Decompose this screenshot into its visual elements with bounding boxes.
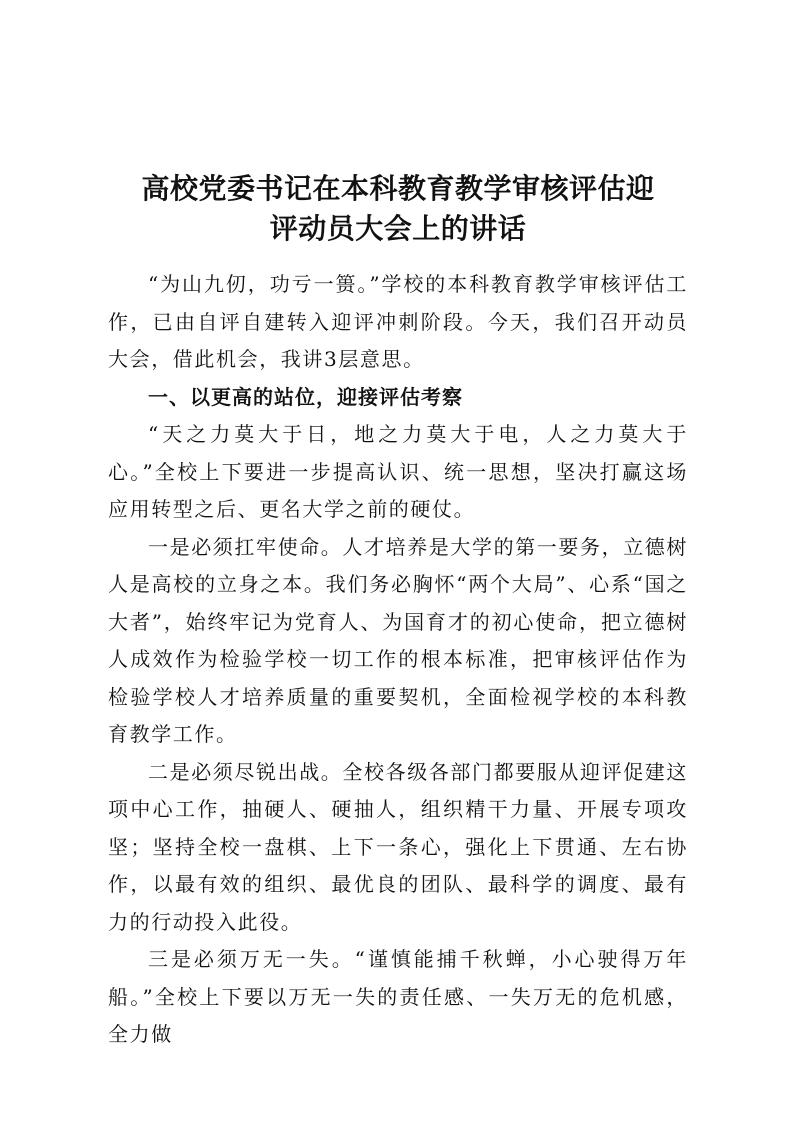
paragraph-point-one: 一是必须扛牢使命。人才培养是大学的第一要务，立德树人是高校的立身之本。我们务必胸怀“两个大局”、心系“国之大者”，始终牢记为党育人、为国育才的初心使命，把立德树人成效作为检验学校一切工作的根本标准，把审核评估作为检验学校人才培养质量的重要契机，全面检视学校的本科教育教学工作。 [108,534,688,746]
document-title [108,169,688,249]
paragraph-quote: “天之力莫大于日，地之力莫大于电，人之力莫大于心。”全校上下要进一步提高认识、统一思想，坚决打赢这场应用转型之后、更名大学之前的硬仗。 [108,422,688,521]
paragraph-point-three: 三是必须万无一失。“谨慎能捕千秋蝉，小心驶得万年船。”全校上下要以万无一失的责任感、一失万无的危机感，全力做 [108,947,688,1046]
title-line-2: 评动员大会上的讲话 [269,211,527,245]
document-body [108,266,688,1054]
paragraph-point-two: 二是必须尽锐出战。全校各级各部门都要服从迎评促建这项中心工作，抽硬人、硬抽人，组织精干力量、开展专项攻坚；坚持全校一盘棋、上下一条心，强化上下贯通、左右协作，以最有效的组织、最优良的团队、最科学的调度、最有力的行动投入此役。 [108,759,688,934]
section-heading: 一、以更高的站位，迎接评估考察 [148,384,463,409]
title-line-1: 高校党委书记在本科教育教学审核评估迎 [141,171,655,205]
paragraph-intro: “为山九仞，功亏一篑。”学校的本科教育教学审核评估工作，已由自评自建转入迎评冲刺阶段。今天，我们召开动员大会，借此机会，我讲3层意思。 [108,272,688,371]
